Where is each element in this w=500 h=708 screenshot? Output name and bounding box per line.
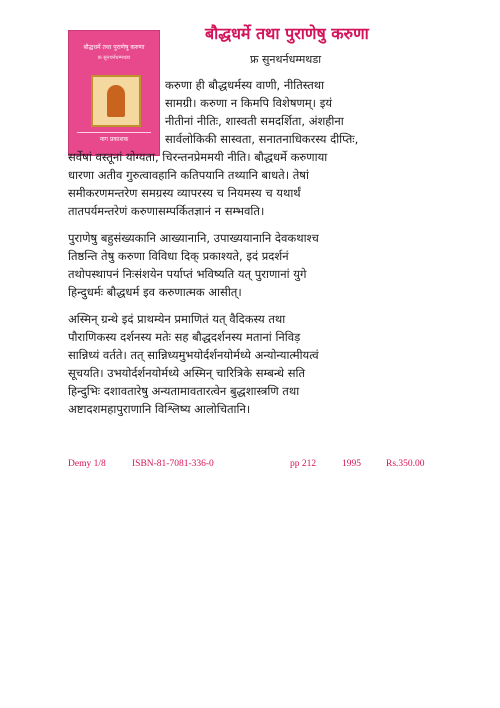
paragraph-1-line-2: सामग्री। करुणा न किमपि विशेषणम्। इयं: [165, 96, 333, 110]
footer-price: Rs.350.00: [386, 459, 425, 469]
paragraph-1-line-3: नीतीनां नीतिः, शास्वती समदर्शिता, अंशहीना: [165, 114, 344, 128]
book-cover-image: [68, 30, 160, 156]
cover-divider: [77, 132, 151, 133]
paragraph-1-line-1: करुणा ही बौद्धधर्मस्य वाणी, नीतिस्तथा: [165, 78, 325, 92]
paragraph-3-line-1: अस्मिन् ग्रन्थे इदं प्राथम्येन प्रमाणितं यत् वैदिकस्य तथा: [68, 312, 286, 326]
cover-author: फ्र सुनथर्नधम्मथडा: [97, 55, 131, 61]
cover-publisher: नाग प्रकाशक: [99, 136, 129, 143]
book-title: बौद्धधर्मे तथा पुराणेषु करुणा: [205, 24, 369, 43]
paragraph-2-line-4: हिन्दुधर्मः बौद्धधर्म इव करुणात्मक आसीत्।: [68, 285, 242, 299]
footer-pages: pp 212: [290, 459, 317, 469]
paragraph-1-line-4: सार्वलोकिकी सास्वता, सनातनाधिकरस्य दीप्तिः,: [165, 132, 359, 146]
book-author: फ्र सुनथर्नधम्मथडा: [250, 53, 322, 66]
paragraph-3-line-2: पौराणिकस्य दर्शनस्य मतेः सह बौद्धदर्शनस्य मतानां निविड़: [68, 330, 301, 344]
paragraph-3-line-3: सान्निध्यं वर्तते। तत् सान्निध्यमुभयोर्दर्शनयोर्मध्ये अन्योन्यात्मीयत्वं: [68, 348, 319, 362]
footer-format: Demy 1/8: [68, 459, 106, 469]
paragraph-3-line-5: हिन्दुभिः दशावतारेषु अन्यतामावतारत्वेन बुद्धशास्त्रणि तथा: [68, 384, 300, 398]
paragraph-3-line-4: सूचयति। उभयोर्दर्शनयोर्मध्ये अस्मिन् चारित्रिके सम्बन्धे सति: [68, 366, 306, 380]
paragraph-1-line-5: सर्वेषां वस्तूनां योग्यता, चिरन्तनप्रेममयी नीति। बौद्धधर्मे करुणाया: [68, 150, 328, 164]
footer-year: 1995: [342, 459, 361, 469]
paragraph-2-line-3: तथोपस्थापनं निःसंशयेन पर्याप्तं भविष्यति यत् पुराणानां युगे: [68, 267, 307, 281]
cover-title: बौद्धधर्मे तथा पुराणेषु करुणा: [83, 44, 145, 51]
footer-isbn: ISBN-81-7081-336-0: [132, 459, 214, 469]
paragraph-3-line-6: अष्टादशमहापुराणानि विश्लिष्य आलोचितानि।: [68, 402, 251, 416]
paragraph-1-line-6: धारणा अतीव गुरुत्वावहानि कतिपयानि तथ्यानि बाधते। तेषां: [68, 168, 309, 182]
cover-portrait: [91, 75, 141, 127]
paragraph-2-line-1: पुराणेषु बहुसंख्यकानि आख्यानानि, उपाख्ययानानि देवकथाश्च: [68, 231, 319, 245]
paragraph-1-line-7: समीकरणमन्तरेण समग्रस्य व्यापरस्य च नियमस्य च यथार्थं: [68, 186, 301, 200]
paragraph-2-line-2: तिष्ठन्ति तेषु करुणा विविधा दिक् प्रकाश्यते, इदं प्रदर्शनं: [68, 249, 289, 263]
paragraph-1-line-8: तातपर्यमन्तरेणं करुणासम्पर्कितज्ञानं न सम्भवति।: [68, 204, 265, 218]
